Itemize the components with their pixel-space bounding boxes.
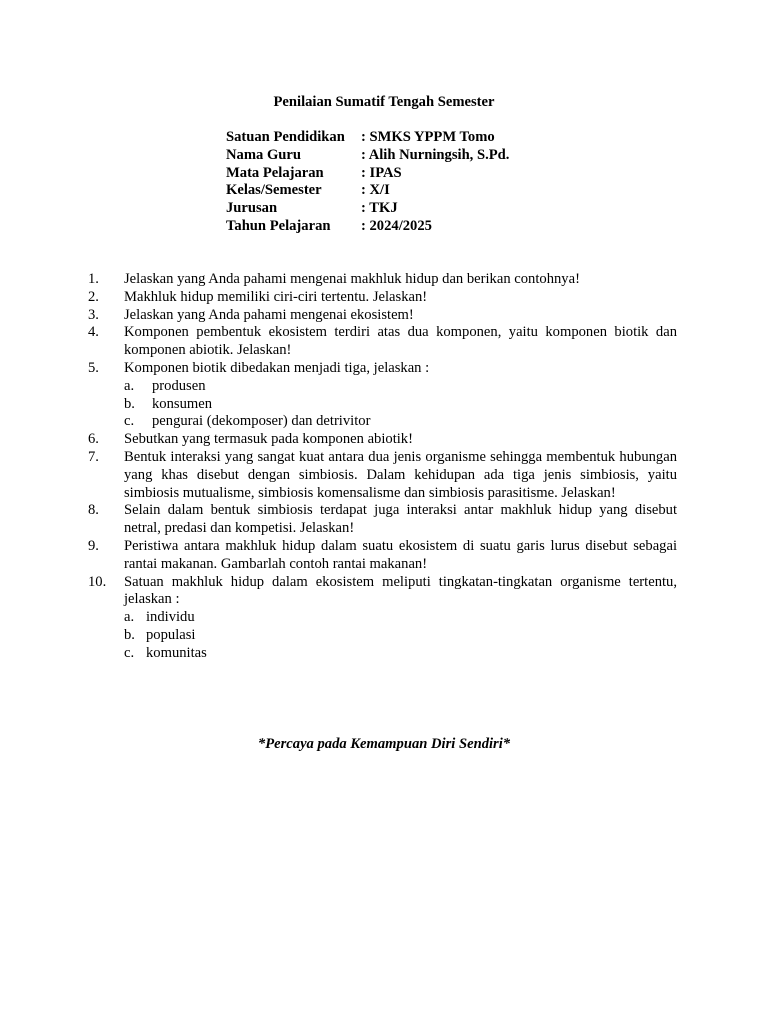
question-item — [88, 449, 677, 502]
page-title: Penilaian Sumatif Tengah Semester — [273, 94, 495, 110]
question-text: Selain dalam bentuk simbiosis terdapat juga interaksi antar makhluk hidup yang disebut netral, predasi dan kompetisi. Jelaskan! — [124, 502, 677, 537]
sub-item-letter: a. — [124, 609, 135, 626]
question-item — [88, 502, 677, 538]
sub-item-letter: b. — [124, 626, 135, 643]
question-number: 10. — [88, 573, 107, 590]
sub-item — [124, 627, 677, 645]
question-item — [88, 538, 677, 574]
question-item — [88, 431, 677, 449]
question-item — [88, 289, 677, 307]
info-value: : IPAS — [361, 164, 402, 181]
info-label: Satuan Pendidikan — [226, 129, 345, 145]
info-label: Mata Pelajaran — [226, 164, 324, 181]
question-item — [88, 574, 677, 663]
info-value: : 2024/2025 — [361, 217, 432, 234]
question-text: Sebutkan yang termasuk pada komponen abiotik! — [124, 431, 413, 448]
question-number: 8. — [88, 502, 99, 519]
question-text: Jelaskan yang Anda pahami mengenai ekosistem! — [124, 306, 414, 323]
sub-item-letter: b. — [124, 395, 135, 412]
sub-item-text: pengurai (dekomposer) dan detrivitor — [152, 413, 371, 430]
info-row-subject — [226, 165, 509, 183]
sub-item-letter: c. — [124, 413, 135, 430]
question-item — [88, 271, 677, 289]
sub-item-text: konsumen — [152, 395, 212, 412]
sub-item — [124, 396, 677, 414]
sub-item-text: produsen — [152, 377, 206, 394]
info-value: : X/I — [361, 182, 390, 199]
sub-item-text: populasi — [146, 626, 196, 643]
info-value: : TKJ — [361, 200, 398, 217]
question-text: Satuan makhluk hidup dalam ekosistem meliputi tingkatan-tingkatan organisme tertentu, jelaskan : — [124, 573, 677, 608]
info-value: : SMKS YPPM Tomo — [361, 129, 495, 145]
info-label: Tahun Pelajaran — [226, 217, 331, 234]
question-number: 2. — [88, 288, 99, 305]
sub-item-text: komunitas — [146, 644, 207, 661]
question-number: 1. — [88, 271, 99, 287]
info-row-year — [226, 218, 509, 236]
question-item — [88, 307, 677, 325]
question-item — [88, 324, 677, 360]
question-number: 3. — [88, 306, 99, 323]
question-item — [88, 360, 677, 431]
exam-info-table — [226, 129, 509, 236]
question-text: Peristiwa antara makhluk hidup dalam suatu ekosistem di suatu garis lurus disebut sebagai rantai makanan. Gambarlah contoh rantai makanan! — [124, 537, 677, 572]
info-row-class — [226, 182, 509, 200]
question-text: Komponen biotik dibedakan menjadi tiga, jelaskan : — [124, 359, 430, 376]
closing-motto: *Percaya pada Kemampuan Diri Sendiri* — [257, 736, 511, 752]
info-row-school — [226, 129, 509, 147]
question-text: Jelaskan yang Anda pahami mengenai makhluk hidup dan berikan contohnya! — [124, 271, 580, 287]
info-label: Kelas/Semester — [226, 182, 322, 199]
sub-item-letter: a. — [124, 377, 135, 394]
sub-item — [124, 378, 677, 396]
question-list — [88, 271, 677, 663]
info-label: Jurusan — [226, 200, 278, 217]
question-text: Bentuk interaksi yang sangat kuat antara dua jenis organisme sehingga membentuk hubungan yang khas disebut dengan simbiosis. Dalam kehidupan ada tiga jenis simbiosis, yaitu simbiosis mutualisme, simbiosis komensalisme dan simbiosis parasitisme. Jelaskan! — [124, 448, 677, 501]
info-value: : Alih Nurningsih, S.Pd. — [361, 146, 510, 163]
question-text: Komponen pembentuk ekosistem terdiri atas dua komponen, yaitu komponen biotik dan komponen abiotik. Jelaskan! — [124, 324, 677, 359]
question-number: 7. — [88, 448, 99, 465]
question-number: 4. — [88, 324, 99, 341]
info-row-teacher — [226, 147, 509, 165]
sub-item-letter: c. — [124, 644, 135, 661]
sub-item — [124, 645, 677, 663]
sub-item — [124, 609, 677, 627]
info-row-major — [226, 200, 509, 218]
sub-item-text: individu — [146, 609, 195, 626]
question-text: Makhluk hidup memiliki ciri-ciri tertentu. Jelaskan! — [124, 288, 428, 305]
question-number: 6. — [88, 431, 99, 448]
sub-item — [124, 413, 677, 431]
question-number: 5. — [88, 359, 99, 376]
info-label: Nama Guru — [226, 146, 301, 163]
question-number: 9. — [88, 537, 99, 554]
